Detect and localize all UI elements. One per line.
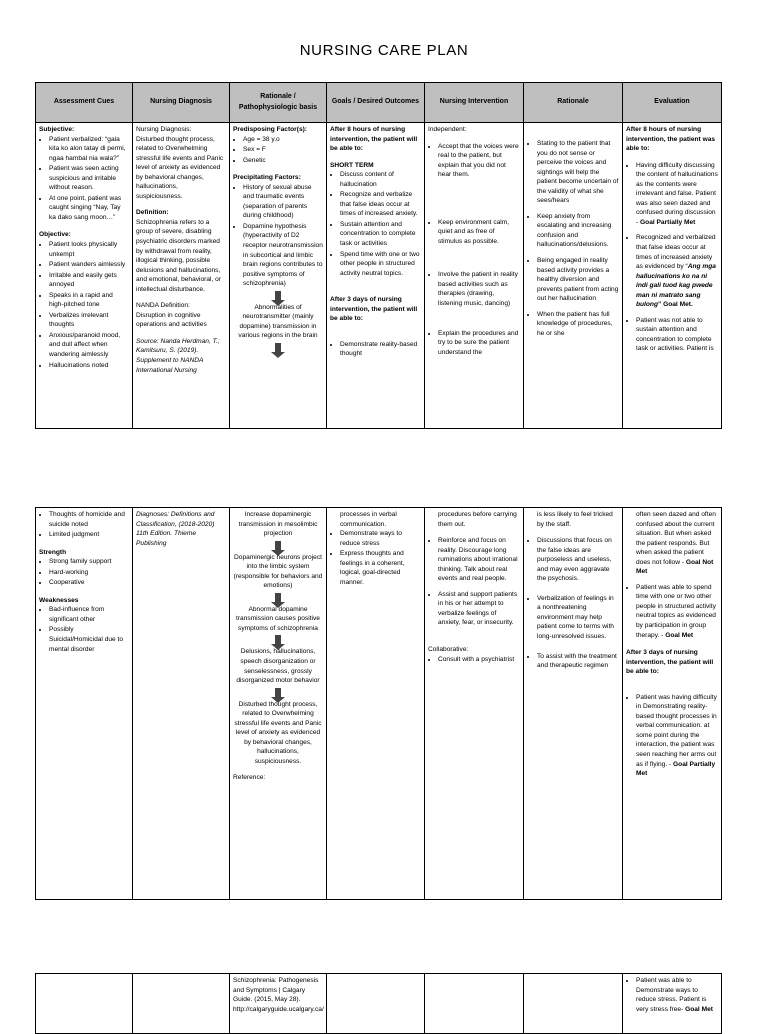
page-title: NURSING CARE PLAN: [299, 42, 469, 59]
weakness-list: [39, 605, 129, 654]
list-item: • Dopamine hypothesis (hyperactivity of D2 receptor neurotransmission in subcortical and limbic brain regions contributes to positive symptoms of schizophrenia): [243, 222, 323, 289]
goal-status: Goal Met: [665, 631, 694, 639]
list-item: • Patient wanders aimlessly: [49, 260, 129, 270]
list-item: • Being engaged in reality based activity provides a healthy diversion and prevents patient from acting out her hallucination: [537, 256, 619, 304]
goal-status: Goal Met: [685, 1005, 713, 1013]
objective-label: Objective:: [39, 231, 71, 239]
list-item: • Stating to the patient that you do not sense or perceive the voices and sightings will help the patient become uncertain of the validity of what she sees/hears: [537, 139, 619, 206]
flow-step: Abnormalities of neurotransmitter (mainly dopamine) transmission in various regions in the brain: [238, 303, 318, 340]
flow-step: Dopaminergic neurons project into the limbic system (responsible for behaviors and emotions): [233, 553, 323, 590]
header-rationale-patho: Rationale / Pathophysiologic basis: [230, 83, 327, 123]
patho-cell: [230, 508, 327, 900]
weakness-label: Weaknesses: [39, 596, 79, 604]
list-item: [636, 161, 718, 228]
list-item: • Demonstrate reality-based thought: [340, 340, 421, 359]
intervention-cell: [425, 508, 524, 900]
goals-cell: [327, 508, 425, 900]
collaborative-label: Collaborative:: [428, 646, 469, 654]
assessment-cell: [36, 123, 133, 429]
strength-label: Strength: [39, 548, 67, 556]
list-item: [636, 233, 718, 309]
evaluation-cell: [623, 123, 722, 429]
evaluation-continued: [626, 510, 718, 577]
diagnosis-source: Source: Nanda Herdman, T.; Kamitsuru, S. (2019). Supplement to NANDA International Nursing: [136, 337, 220, 374]
list-item: • Genetic: [243, 156, 323, 166]
intervention-cell: [425, 974, 524, 1034]
care-plan-table-3: [35, 973, 722, 1034]
reference-text: Schizophrenia: Pathogenesis and Symptoms | Calgary Guide. (2015, May 28).: [233, 977, 319, 1004]
patho-cell: [230, 974, 327, 1034]
evaluation-text: Patient was able to Demonstrate ways to reduce stress. Patient is very stress free-: [636, 977, 707, 1013]
definition-text: Schizophrenia refers to a group of severe, disabling psychiatric disorders marked by withdrawal from reality, illogical thinking, possible delusions and hallucinations, and emotional, behavioral, or intellectual disturbance.: [136, 218, 222, 293]
evaluation-list: [626, 161, 718, 354]
table-row: [36, 123, 722, 429]
list-item: • Cooperative: [49, 578, 129, 588]
evaluation-text: often seen dazed and often confused about the current situation. But when asked the patient responds. But when asked the patient does not follow -: [636, 511, 716, 566]
list-item: • Hard-working: [49, 568, 129, 578]
arrow-down-icon: [275, 343, 281, 353]
list-item: • Speaks in a rapid and high-pitched tone: [49, 291, 129, 310]
arrow-down-icon: [275, 688, 281, 698]
list-item: • Reinforce and focus on reality. Discourage long ruminations about irrational thinking. Talk about real events and real people.: [438, 536, 520, 584]
definition-label: Definition:: [136, 209, 169, 217]
list-item: • Discussions that focus on the false ideas are purposeless and useless, and may even aggravate the psychosis.: [537, 536, 619, 584]
rationale-continued: is less likely to feel tricked by the staff.: [537, 511, 613, 528]
rationale-cell: [524, 123, 623, 429]
diagnosis-source: Diagnoses: Definitions and Classification, (2018-2020) 11th Edition. Thieme Publishing: [136, 511, 215, 547]
arrow-down-icon: [275, 541, 281, 551]
evaluation-list-2: [626, 693, 718, 779]
flow-step: Disturbed thought process, related to Overwhelming stressful life events and Panic level of anxiety as evidenced by behavioral changes, hallucinations, suspiciousness.: [234, 700, 322, 765]
list-item: • History of sexual abuse and traumatic events (separation of parents during childhood): [243, 183, 323, 221]
goal-status: ” Goal Met.: [657, 301, 693, 309]
list-item: • Keep environment calm, quiet and as free of stimulus as possible.: [438, 218, 520, 247]
intervention-cell: [425, 123, 524, 429]
list-item: • Sex = F: [243, 145, 323, 155]
rationale-list: [527, 139, 619, 338]
list-item: • Demonstrate ways to reduce stress: [340, 529, 421, 548]
list-item: • Express thoughts and feelings in a coherent, logical, goal-directed manner.: [340, 549, 421, 587]
diagnosis-cell: [133, 508, 230, 900]
evaluation-intro-2: After 3 days of nursing intervention, the patient will be able to:: [626, 649, 714, 676]
goals-intro-2: After 3 days of nursing intervention, the patient will be able to:: [330, 296, 418, 323]
assessment-list: [39, 510, 129, 540]
list-item: • Strong family support: [49, 557, 129, 567]
list-item: [636, 583, 718, 640]
list-item: • Recognize and verbalize that false ideas occur at times of increased anxiety.: [340, 190, 421, 219]
predisposing-label: Predisposing Factor(s):: [233, 126, 308, 133]
list-item: • Thoughts of homicide and suicide noted: [49, 510, 129, 529]
list-item: • Involve the patient in reality based activities such as therapies (drawing, listening music, dancing): [438, 270, 520, 308]
list-item: • Limited judgment: [49, 530, 129, 540]
intervention-continued: procedures before carrying them out.: [438, 511, 517, 528]
goals-cell: [327, 974, 425, 1034]
evaluation-intro: After 8 hours of nursing intervention, the patient was able to:: [626, 126, 716, 153]
patho-cell: [230, 123, 327, 429]
predisposing-list: [233, 135, 323, 166]
subjective-label: Subjective:: [39, 126, 75, 133]
goals-list: [330, 529, 421, 587]
table-row: [36, 508, 722, 900]
evaluation-text: Having difficulty discussing the content of hallucinations as the contents were irrelevant and false. Patient was also seen dazed and confused during discussion -: [636, 161, 718, 226]
reference-url: http://calgaryguide.ucalgary.ca/: [233, 1005, 324, 1013]
care-plan-table-1: [35, 82, 722, 429]
goal-status: Goal Not Met: [636, 558, 714, 576]
list-item: • Spend time with one or two other people in structured activity neutral topics.: [340, 250, 421, 279]
list-item: • Patient verbalized: “gala kita ko alon tatay di permi, ngaa hambal nia wala?”: [49, 135, 129, 164]
short-term-label: SHORT TERM: [330, 161, 374, 169]
goals-intro: After 8 hours of nursing intervention, the patient will be able to:: [330, 126, 418, 153]
subjective-list: [39, 135, 129, 223]
list-item: • When the patient has full knowledge of procedures, he or she: [537, 310, 619, 339]
goal-status: Goal Partially Met: [640, 218, 696, 226]
header-goals: Goals / Desired Outcomes: [327, 83, 425, 123]
flow-step: Delusions, hallucinations, speech disorganization or senselessness, grossly disorganized motor behavior: [236, 648, 320, 685]
header-rationale: Rationale: [524, 83, 623, 123]
list-item: [636, 693, 718, 779]
evaluation-quote: Ang mga hallucinations ko na ni indi gali tuod kag pwede man ni matrato sang bulong: [636, 263, 716, 309]
care-plan-table-2: [35, 507, 722, 900]
arrow-down-icon: [275, 291, 281, 301]
arrow-down-icon: [275, 635, 281, 645]
nanda-text: Disruption in cognitive operations and activities: [136, 311, 207, 329]
goals-continued: processes in verbal communication.: [340, 511, 397, 528]
intervention-list: [428, 142, 520, 358]
list-item: • Hallucinations noted: [49, 361, 129, 371]
collaborative-list: [428, 655, 520, 665]
diagnosis-text: Disturbed thought process, related to Overwhelming stressful life events and Panic level of anxiety as evidenced by behavioral changes, hallucinations, suspiciousness.: [136, 135, 224, 200]
list-item: • Accept that the voices were real to the patient, but explain that you did not hear them.: [438, 142, 520, 180]
list-item: • Possibly Suicidal/Homicidal due to mental disorder: [49, 625, 129, 654]
header-row: [36, 83, 722, 123]
goals-list-2: [330, 340, 421, 359]
flow-step: Abnormal dopamine transmission causes positive symptoms of schizophrenia: [236, 605, 320, 632]
arrow-down-icon: [275, 593, 281, 603]
goal-status: Goal Partially Met: [636, 760, 716, 778]
goals-list: [330, 170, 421, 278]
list-item: • Irritable and easily gets annoyed: [49, 271, 129, 290]
list-item: • Keep anxiety from escalating and increasing confusion and hallucinations/delusions.: [537, 212, 619, 250]
flow-step: Increase dopaminergic transmission in mesolimbic projection: [238, 511, 318, 538]
rationale-cell: [524, 508, 623, 900]
evaluation-text: Patient was able to spend time with one or two other people in structured activity neutral topics as evidenced by participation in group therapy. -: [636, 583, 716, 639]
reference-label: Reference:: [233, 774, 266, 782]
evaluation-text: Recognized and verbalized that false ideas occur at times of increased anxiety as evidenced by “: [636, 234, 716, 271]
header-nursing-intervention: Nursing Intervention: [425, 83, 524, 123]
header-evaluation: Evaluation: [623, 83, 722, 123]
diagnosis-label: Nursing Diagnosis:: [136, 126, 192, 133]
list-item: • Sustain attention and concentration to complete task or activities: [340, 220, 421, 249]
list-item: [636, 976, 718, 1014]
goals-cell: [327, 123, 425, 429]
evaluation-list: [626, 976, 718, 1014]
intervention-list: [428, 536, 520, 628]
strength-list: [39, 557, 129, 588]
list-item: • Bad-influence from significant other: [49, 605, 129, 624]
list-item: • Patient was not able to sustain attention and concentration to complete task or activities. Patient is: [636, 316, 718, 354]
evaluation-cell: [623, 508, 722, 900]
nanda-label: NANDA Definition:: [136, 302, 190, 310]
list-item: • Age = 38 y.o: [243, 135, 323, 145]
list-item: • To assist with the treatment and therapeutic regimen: [537, 652, 619, 671]
list-item: • Discuss content of hallucination: [340, 170, 421, 189]
rationale-list: [527, 536, 619, 671]
list-item: • Consult with a psychiatrist: [438, 655, 520, 665]
assessment-cell: [36, 974, 133, 1034]
objective-list: [39, 240, 129, 370]
diagnosis-cell: [133, 974, 230, 1034]
header-assessment-cues: Assessment Cues: [36, 83, 133, 123]
list-item: • Patient was seen acting suspicious and irritable without reason.: [49, 164, 129, 193]
table-row: [36, 974, 722, 1034]
list-item: • Assist and support patients in his or her attempt to verbalize feelings of anxiety, fear, or insecurity.: [438, 590, 520, 628]
precipitating-label: Precipitating Factors:: [233, 174, 301, 182]
independent-label: Independent:: [428, 126, 467, 133]
diagnosis-cell: [133, 123, 230, 429]
precipitating-list: [233, 183, 323, 289]
list-item: • Verbalization of feelings in a nonthreatening environment may help patient come to terms with long-unresolved issues.: [537, 594, 619, 642]
list-item: • At one point, patient was caught singing “Nay, Tay ka dako sang moon…”: [49, 194, 129, 223]
list-item: • Verbalizes irrelevant thoughts: [49, 311, 129, 330]
list-item: • Explain the procedures and try to be sure the patient understand the: [438, 329, 520, 358]
rationale-cell: [524, 974, 623, 1034]
header-nursing-diagnosis: Nursing Diagnosis: [133, 83, 230, 123]
evaluation-text: Patient was having difficulty in Demonstrating reality-based thought processes in verbal communication. at some point during the interaction, the patient was seen reaching her arms out as if flying. -: [636, 693, 717, 768]
evaluation-list: [626, 583, 718, 640]
list-item: • Anxious/paranoid mood, and dull affect when wandering aimlessly: [49, 331, 129, 360]
assessment-cell: [36, 508, 133, 900]
list-item: • Patient looks physically unkempt: [49, 240, 129, 259]
evaluation-cell: [623, 974, 722, 1034]
